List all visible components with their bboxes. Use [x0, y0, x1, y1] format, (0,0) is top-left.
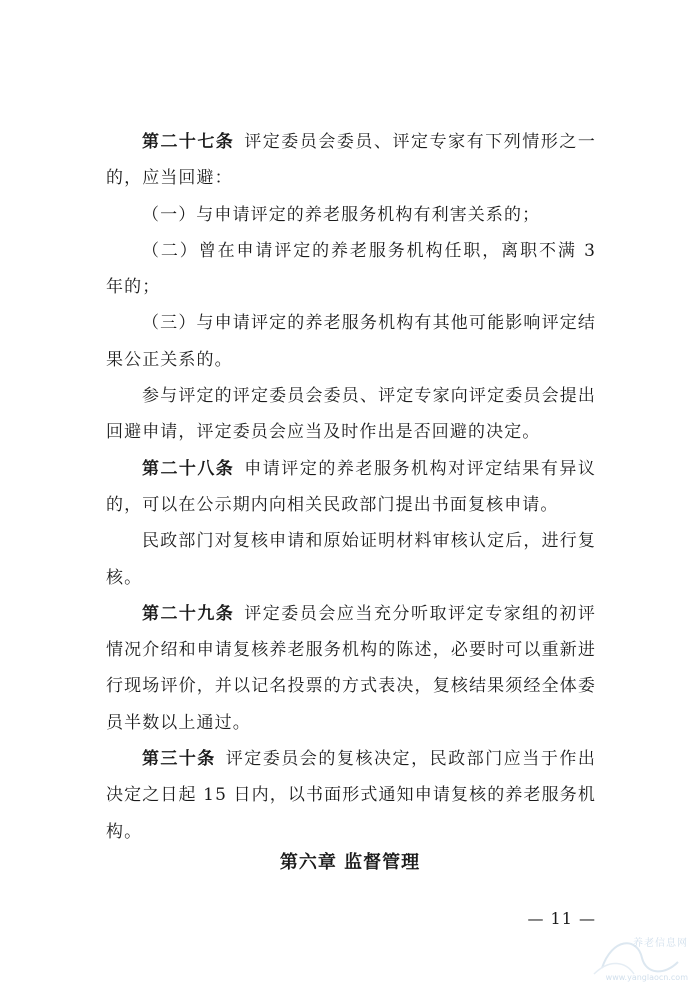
watermark: [582, 928, 692, 984]
paragraph-text: 参与评定的评定委员会委员、评定专家向评定委员会提出回避申请，评定委员会应当及时作出是否回避的决定。: [106, 386, 596, 443]
article-30: [106, 741, 596, 850]
article-27: [106, 124, 596, 197]
paragraph-review: [106, 523, 596, 596]
paragraph-text: 民政部门对复核申请和原始证明材料审核认定后，进行复核。: [106, 531, 596, 588]
paragraph-item-2: [106, 233, 596, 306]
paragraph-item-3: [106, 305, 596, 378]
watermark-url: www.yanglaocn.com: [605, 973, 688, 982]
chapter-title: 第六章 监督管理: [279, 852, 421, 873]
paragraph-recusal-request: [106, 378, 596, 451]
page-number: — 11 —: [527, 909, 596, 928]
article-heading: 第二十八条: [142, 458, 235, 479]
document-body: [106, 124, 596, 850]
article-29: [106, 596, 596, 741]
paragraph-item-1: [106, 197, 596, 233]
article-text: 申请评定的养老服务机构对评定结果有异议的，可以在公示期内向相关民政部门提出书面复核申请。: [106, 458, 597, 515]
paragraph-text: （一）与申请评定的养老服务机构有利害关系的；: [142, 204, 541, 225]
article-text: 评定委员会应当充分听取评定专家组的初评情况介绍和申请复核养老服务机构的陈述，必要时可以重新进行现场评价，并以记名投票的方式表决，复核结果须经全体委员半数以上通过。: [106, 603, 597, 733]
article-text: 评定委员会委员、评定专家有下列情形之一的，应当回避：: [106, 132, 597, 189]
article-heading: 第二十九条: [142, 603, 235, 624]
article-28: [106, 451, 596, 524]
article-heading: 第二十七条: [142, 132, 235, 152]
article-heading: 第三十条: [142, 749, 216, 770]
watermark-text: 养老信息网: [633, 938, 688, 949]
article-text: 评定委员会的复核决定，民政部门应当于作出决定之日起 15 日内，以书面形式通知申请复核的养老服务机构。: [106, 749, 597, 842]
paragraph-text: （三）与申请评定的养老服务机构有其他可能影响评定结果公正关系的。: [106, 313, 596, 370]
paragraph-text: （二）曾在申请评定的养老服务机构任职，离职不满 3 年的；: [106, 240, 596, 298]
